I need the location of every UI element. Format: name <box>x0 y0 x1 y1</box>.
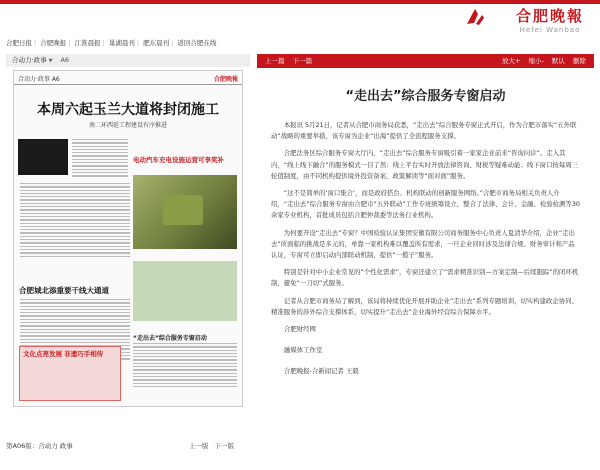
next-article-button[interactable]: 下一篇 <box>292 57 313 65</box>
brand-name-en: Hefei Wanbao <box>519 26 581 34</box>
article-paragraph: 合肥法务区综合服务专窗大厅内，“走出去”综合服务专窗吸引着一家家企业前来“咨询问诊”。走入其内，“线上线下融合”的服务模式一目了然：线上平台实时开放法律咨询、财税等疑难动能；线下窗口按每周三轮值制度，由不同机构提供境外投资备案、政策解读等“面对面”服务。 <box>271 149 578 180</box>
brand-name-zh: 合肥晚報 <box>515 7 584 25</box>
brand-logo[interactable] <box>516 5 584 34</box>
article-body <box>257 85 594 375</box>
thumbnail-culture-box[interactable] <box>19 346 121 401</box>
section-page: A6 <box>60 56 70 64</box>
article-reporter: 合肥晚报-合新闻记者 王毅 <box>284 367 359 376</box>
thumbnail-header-left: 合动力·政事 A6 <box>18 76 60 83</box>
section-name: 合动力·政事 <box>12 56 47 64</box>
top-navigation <box>6 38 216 47</box>
prev-article-button[interactable]: 上一篇 <box>265 57 285 65</box>
article-title: “走出去”综合服务专窗启动 <box>345 89 506 104</box>
nav-separator: | <box>34 39 37 47</box>
page-preview-column <box>6 54 250 454</box>
nav-link-jianghuai-chenbao[interactable]: 江淮晨报 <box>74 39 101 47</box>
hefei-wanbao-logo-icon <box>465 6 485 28</box>
nav-separator: | <box>102 39 105 47</box>
thumbnail-header <box>14 71 242 85</box>
thumbnail-headline-3[interactable]: 合肥城北添重要干线大通道 <box>19 286 109 295</box>
delete-button[interactable]: 删除 <box>573 57 586 65</box>
nav-link-feidong-chenkan[interactable]: 肥东晨刊 <box>143 39 170 47</box>
nav-link-hefei-ribao[interactable]: 合肥日报 <box>6 39 32 47</box>
thumbnail-headline[interactable]: 本周六起玉兰大道将封闭施工 <box>37 102 219 118</box>
masthead <box>0 0 600 34</box>
thumbnail-text-block <box>20 183 130 259</box>
nav-separator: | <box>136 39 140 47</box>
article-toolbar <box>257 54 594 68</box>
next-page-link[interactable]: 下一版 <box>214 442 235 450</box>
nav-link-back-to-hefei-online[interactable]: 返回合肥在线 <box>177 39 217 47</box>
thumbnail-headline-4[interactable]: “走出去”综合服务专窗启动 <box>133 335 207 342</box>
section-selector[interactable] <box>6 54 250 67</box>
page-navigation <box>185 441 234 450</box>
nav-separator: | <box>171 39 174 47</box>
article-paragraph: “这不是简单的‘窗口集合’，而是政府搭台、机构联动的创新服务网络。”合肥市商务局相关负责人介绍，“走出去”综合服务专窗由合肥市“五外联动”工作专班统筹设立，整合了法律、会计、金融、检验检测等30余家专业机构，首批成员包括合肥仲裁委等法务行业机构。 <box>271 189 580 220</box>
article-paragraph: 特别是针对中小企业常见的“个性化需求”，专窗还建立了“需求精准识别—方案定制—后续跟踪”的闭环机制，避免“一刀切”式服务。 <box>271 268 579 288</box>
thumbnail-text-block <box>72 139 128 179</box>
zoom-out-button[interactable]: 缩小- <box>528 57 544 65</box>
nav-link-chaohu-chenkan[interactable]: 巢湖晨刊 <box>108 39 135 47</box>
nav-separator: | <box>68 39 71 47</box>
thumbnail-header-right: 合肥晚報 <box>213 76 238 83</box>
article-paragraph: 记者从合肥市商务局了解到，该局将持续优化开展并助企业“走出去”系列专题培训，切实构建政企协同、精准服务的涉外综合支撑体系，切实提升“走出去”企业海外经营综合保障水平。 <box>271 296 578 316</box>
thumbnail-road-photo <box>133 261 237 321</box>
prev-page-link[interactable]: 上一版 <box>189 442 209 450</box>
article-column <box>257 54 594 464</box>
chevron-down-icon[interactable]: ▼ <box>48 58 53 64</box>
thumbnail-ev-photo <box>133 175 237 249</box>
article-paragraph: 本报讯 5月21日，记者从合肥市商务局获悉，“走出去”综合服务专窗正式开启，作为合肥市落实“五外联动”战略的重要举措，该专窗为企业“出海”提供了全流程服务支撑。 <box>271 121 577 141</box>
nav-link-hefei-wanbao[interactable]: 合肥晚报 <box>40 39 67 47</box>
thumbnail-headline-2[interactable]: 电动汽车充电设施运营可享奖补 <box>133 156 224 164</box>
article-source: 合肥财经网 <box>284 325 316 334</box>
thumbnail-text-block <box>133 343 237 389</box>
thumbnail-subheadline: 南二环西延工程建设有序推进 <box>88 122 167 129</box>
current-page-label: 第A06版：合动力 政事 <box>6 442 73 450</box>
thumbnail-culture-title: 文化点亮发展 非遗巧手相传 <box>23 350 104 358</box>
zoom-in-button[interactable]: 放大+ <box>501 57 521 65</box>
newspaper-page-thumbnail[interactable] <box>13 70 243 407</box>
thumbnail-inline-photo <box>18 139 68 175</box>
article-paragraph: 为何要开设“走出去”专窗？中国检验认证集团安徽有限公司商务服务中心负责人夏清华介绍，企业“走出去”所面临的挑战是多元的，单靠一家机构难以覆盖所有需求，一旦企业同时涉及法律合规、财务审计和产品认证，专窗可立即启动内部联动机制，提供“一揽子”服务。 <box>271 228 575 260</box>
brand-accent-bar <box>0 0 600 4</box>
article-studio: 融媒体工作室 <box>284 346 323 355</box>
default-size-button[interactable]: 默认 <box>551 57 565 65</box>
